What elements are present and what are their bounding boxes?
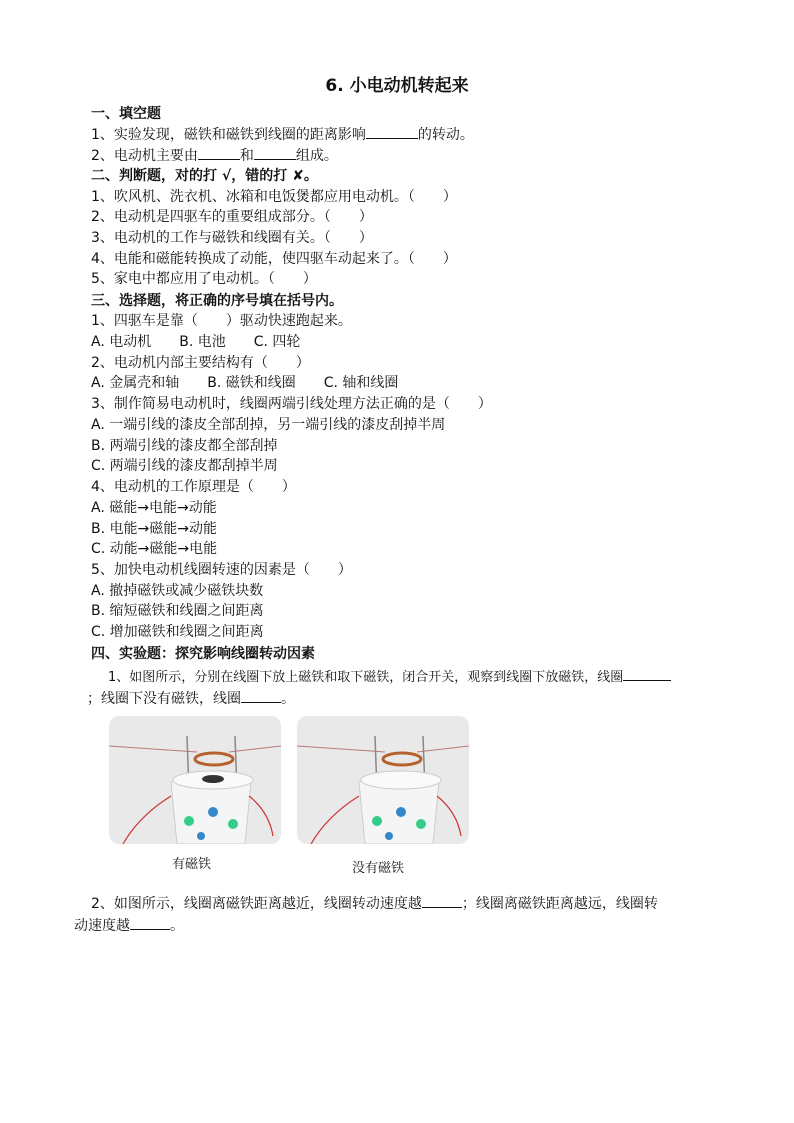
choice-question: 3、制作简易电动机时，线圈两端引线处理方法正确的是（ ） bbox=[91, 396, 492, 412]
fill-question-2 bbox=[91, 145, 338, 166]
experiment-question-1-cont bbox=[87, 688, 295, 709]
answer-blank[interactable] bbox=[366, 124, 418, 139]
experiment-question-2-cont bbox=[74, 915, 184, 936]
answer-blank[interactable] bbox=[241, 688, 281, 703]
choice-option: B. 电能→磁能→动能 bbox=[91, 521, 217, 537]
choice-option: B. 缩短磁铁和线圈之间距离 bbox=[91, 603, 264, 619]
choice-question: 5、加快电动机线圈转速的因素是（ ） bbox=[91, 562, 352, 578]
choice-options: A. 电动机 B. 电池 C. 四轮 bbox=[91, 334, 301, 350]
choice-options: A. 金属壳和轴 B. 磁铁和线圈 C. 轴和线圈 bbox=[91, 375, 399, 391]
exp-q1-text-c: 。 bbox=[281, 691, 295, 707]
caption-with-magnet: 有磁铁 bbox=[172, 857, 212, 872]
fill-q2-text-b: 和 bbox=[239, 148, 254, 164]
answer-blank[interactable] bbox=[130, 915, 170, 930]
true-false-item: 4、电能和磁能转换成了动能，使四驱车动起来了。（ ） bbox=[91, 251, 457, 267]
page-title: 6. 小电动机转起来 bbox=[325, 76, 469, 96]
exp-q2-text-a: 2、如图所示，线圈离磁铁距离越近，线圈转动速度越 bbox=[91, 896, 422, 912]
caption-without-magnet: 没有磁铁 bbox=[352, 861, 405, 876]
fill-q2-text-a: 2、电动机主要由 bbox=[91, 148, 198, 164]
section-true-false-heading: 二、判断题，对的打 √，错的打 ✘。 bbox=[91, 168, 318, 184]
photo-with-magnet bbox=[109, 716, 281, 844]
fill-q2-text-c: 组成。 bbox=[295, 148, 338, 164]
true-false-item: 3、电动机的工作与磁铁和线圈有关。（ ） bbox=[91, 230, 373, 246]
true-false-item: 5、家电中都应用了电动机。（ ） bbox=[91, 271, 317, 287]
true-false-item: 2、电动机是四驱车的重要组成部分。（ ） bbox=[91, 209, 373, 225]
answer-blank[interactable] bbox=[254, 145, 296, 160]
choice-question: 2、电动机内部主要结构有（ ） bbox=[91, 355, 310, 371]
section-fill-blank-heading: 一、填空题 bbox=[91, 106, 161, 122]
choice-option: B. 两端引线的漆皮都全部刮掉 bbox=[91, 438, 278, 454]
exp-q2-text-c: 动速度越 bbox=[74, 918, 130, 934]
choice-option: A. 一端引线的漆皮全部刮掉，另一端引线的漆皮刮掉半周 bbox=[91, 417, 446, 433]
experiment-question-1 bbox=[108, 666, 671, 688]
true-false-item: 1、吹风机、洗衣机、冰箱和电饭煲都应用电动机。（ ） bbox=[91, 189, 457, 205]
answer-blank[interactable] bbox=[198, 145, 240, 160]
exp-q2-text-d: 。 bbox=[170, 918, 184, 934]
choice-option: A. 磁能→电能→动能 bbox=[91, 500, 217, 516]
coil-with-magnet-illustration bbox=[109, 716, 281, 844]
coil-without-magnet-illustration bbox=[297, 716, 469, 844]
section-choice-heading: 三、选择题，将正确的序号填在括号内。 bbox=[91, 293, 343, 309]
fill-question-1 bbox=[91, 124, 474, 145]
photo-without-magnet bbox=[297, 716, 469, 844]
choice-option: C. 增加磁铁和线圈之间距离 bbox=[91, 624, 264, 640]
choice-option: A. 撤掉磁铁或减少磁铁块数 bbox=[91, 583, 264, 599]
answer-blank[interactable] bbox=[623, 666, 671, 681]
fill-q1-text-a: 1、实验发现，磁铁和磁铁到线圈的距离影响 bbox=[91, 127, 366, 143]
exp-q1-text-a: 1、如图所示，分别在线圈下放上磁铁和取下磁铁，闭合开关，观察到线圈下放磁铁，线圈 bbox=[108, 670, 624, 685]
answer-blank[interactable] bbox=[422, 893, 462, 908]
exp-q2-text-b: ；线圈离磁铁距离越远，线圈转 bbox=[461, 896, 658, 912]
exp-q1-text-b: ；线圈下没有磁铁，线圈 bbox=[87, 691, 241, 707]
fill-q1-text-b: 的转动。 bbox=[417, 127, 474, 143]
experiment-question-2 bbox=[91, 893, 658, 914]
choice-option: C. 两端引线的漆皮都刮掉半周 bbox=[91, 458, 278, 474]
choice-option: C. 动能→磁能→电能 bbox=[91, 541, 218, 557]
choice-question: 1、四驱车是靠（ ）驱动快速跑起来。 bbox=[91, 313, 352, 329]
section-experiment-heading: 四、实验题：探究影响线圈转动因素 bbox=[91, 646, 315, 662]
choice-question: 4、电动机的工作原理是（ ） bbox=[91, 479, 296, 495]
